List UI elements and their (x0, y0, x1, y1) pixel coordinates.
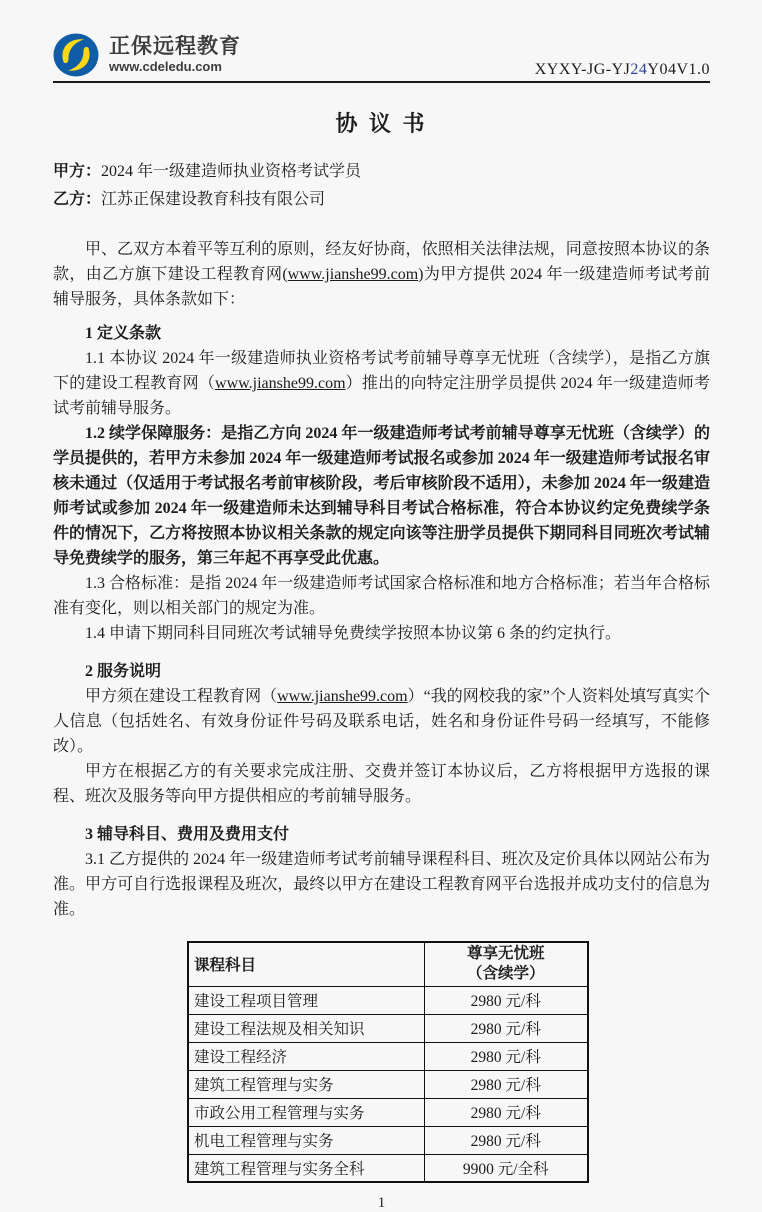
price-cell: 2980 元/科 (424, 1014, 588, 1042)
document-code-year: 24 (630, 61, 648, 78)
text-run: ）推出的向特定注册学员提供 2024 年一级建造师考试考前辅导服务。 (53, 375, 710, 417)
brand-text-block (109, 35, 241, 75)
party-a-label: 甲方： (53, 163, 102, 180)
price-cell: 2980 元/科 (424, 1098, 588, 1126)
document-code-prefix: XYXY-JG-YJ (534, 61, 631, 78)
jianshe-website-link[interactable]: www.jianshe99.com (277, 688, 408, 705)
clause-2-2: 甲方在根据乙方的有关要求完成注册、交费并签订本协议后，乙方将根据甲方选报的课程、班次及服务等向甲方提供相应的考前辅导服务。 (53, 763, 710, 805)
party-b-value: 江苏正保建设教育科技有限公司 (101, 191, 326, 208)
party-a-line (53, 158, 710, 186)
clause-1-2: 1.2 续学保障服务：是指乙方向 2024 年一级建造师考试考前辅导尊享无忧班（含续学）的学员提供的，若甲方未参加 2024 年一级建造师考试报名或参加 2024 年一级建造师考试报名审核未通过（仅适用于考试报名考前审核阶段，考后审核阶段不适用），未参加 2024 年一级建造师考试或参加 2024 年一级建造师未达到辅导科目考试合格标准，符合本协议约定免费续学条件的情况下，乙方将按照本协议相关条款的规定向该等注册学员提供下期同科目同班次考试辅导免费续学的服务，第三年起不再享受此优惠。 (53, 425, 710, 567)
intro-paragraph (53, 237, 710, 312)
price-cell: 2980 元/科 (424, 1070, 588, 1098)
text-run: 甲方须在建设工程教育网（ (85, 688, 278, 705)
table-row (188, 986, 588, 1014)
subject-cell: 建筑工程管理与实务 (188, 1070, 424, 1098)
subject-cell: 建筑工程管理与实务全科 (188, 1154, 424, 1182)
subject-cell: 建设工程经济 (188, 1042, 424, 1070)
clause-3-1: 3.1 乙方提供的 2024 年一级建造师考试考前辅导课程科目、班次及定价具体以网站公布为准。甲方可自行选报课程及班次，最终以甲方在建设工程教育网平台选报并成功支付的信息为准。 (53, 851, 710, 918)
document-header (53, 33, 710, 79)
subject-cell: 建设工程法规及相关知识 (188, 1014, 424, 1042)
section-1-heading: 1 定义条款 (85, 325, 162, 342)
party-a-value: 2024 年一级建造师执业资格考试学员 (101, 163, 362, 180)
party-b-line (53, 186, 710, 214)
text-run: 1.1 本协议 2024 年一级建造师执业资格考试考前辅导尊享无忧班（含续学），是指乙方旗下的建设工程教育网（ (53, 350, 710, 392)
clause-1-4: 1.4 申请下期同科目同班次考试辅导免费续学按照本协议第 6 条的约定执行。 (85, 625, 622, 642)
price-cell: 2980 元/科 (424, 986, 588, 1014)
text-run: )为甲方提供 2024 年一级建造师考试考前辅导服务，具体条款如下： (53, 266, 710, 308)
table-row (188, 1070, 588, 1098)
price-cell: 2980 元/科 (424, 1042, 588, 1070)
document-body (53, 237, 710, 922)
parties-block (53, 158, 710, 214)
table-row (188, 1154, 588, 1182)
brand-name: 正保远程教育 (109, 35, 241, 58)
section-3-heading: 3 辅导科目、费用及费用支付 (85, 826, 290, 843)
fee-table-header-price-line2: （含续学） (466, 965, 545, 983)
page-number: 1 (377, 1195, 386, 1211)
text-run: 甲、乙双方本着平等互利的原则，经友好协商，依照相关法律法规，同意按照本协议的条款，由乙方旗下建设工程教育网( (53, 241, 710, 283)
clause-1-1 (53, 346, 710, 421)
table-row (188, 1042, 588, 1070)
jianshe-website-link[interactable]: www.jianshe99.com (287, 266, 419, 283)
document-code-suffix: Y04V1.0 (647, 61, 710, 78)
subject-cell: 市政公用工程管理与实务 (188, 1098, 424, 1126)
table-row (188, 1014, 588, 1042)
brand-swirl-icon (53, 33, 99, 77)
clause-1-3: 1.3 合格标准：是指 2024 年一级建造师考试国家合格标准和地方合格标准；若当年合格标准有变化，则以相关部门的规定为准。 (53, 575, 710, 617)
subject-cell: 建设工程项目管理 (188, 986, 424, 1014)
text-run: ）“我的网校我的家”个人资料处填写真实个人信息（包括姓名、有效身份证件号码及联系电话，姓名和身份证件号码一经填写，不能修改）。 (53, 688, 710, 755)
fee-table-header-row (188, 942, 588, 986)
fee-table-header-price (424, 942, 588, 986)
table-row (188, 1126, 588, 1154)
table-row (188, 1098, 588, 1126)
document-code (535, 61, 710, 79)
header-divider (53, 81, 710, 83)
price-cell: 2980 元/科 (424, 1126, 588, 1154)
party-b-label: 乙方： (53, 191, 102, 208)
fee-table-header-price-line1: 尊享无忧班 (466, 945, 545, 963)
fee-table (187, 941, 589, 1183)
jianshe-website-link[interactable]: www.jianshe99.com (215, 375, 346, 392)
subject-cell: 机电工程管理与实务 (188, 1126, 424, 1154)
brand-website: www.cdeledu.com (109, 59, 222, 74)
price-cell: 9900 元/全科 (424, 1154, 588, 1182)
clause-2-1 (53, 684, 710, 759)
section-2-heading: 2 服务说明 (85, 663, 162, 680)
fee-table-header-subject: 课程科目 (188, 942, 424, 986)
page-title: 协 议 书 (335, 111, 428, 136)
